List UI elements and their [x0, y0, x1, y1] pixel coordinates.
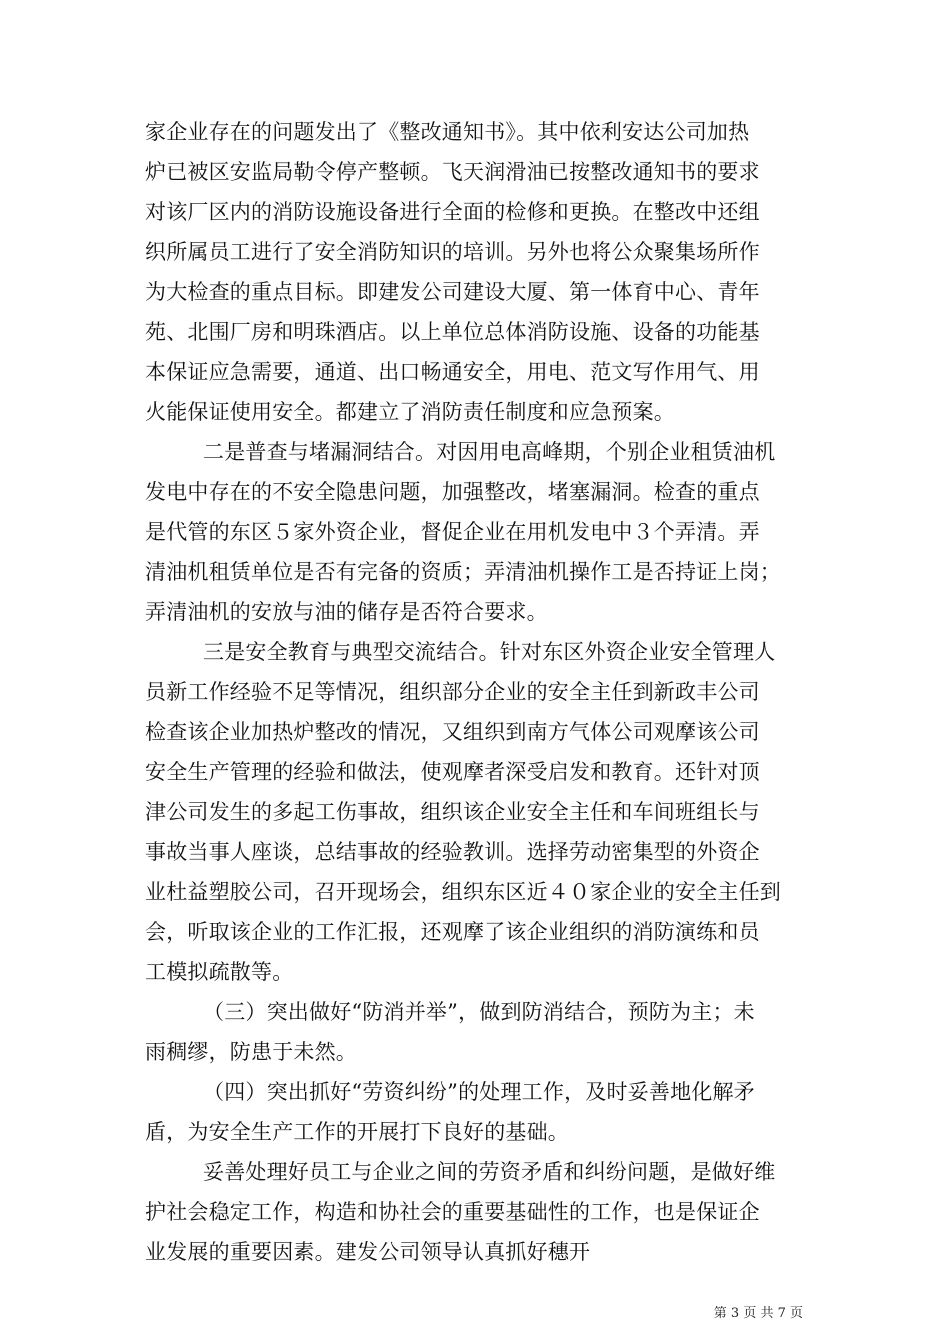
text-line: 工模拟疏散等。 — [145, 960, 294, 984]
text-line: 雨稠缪，防患于未然。 — [145, 1040, 357, 1064]
text-line: 炉已被区安监局勒令停产整顿。飞天润滑油已按整改通知书的要求 — [145, 160, 760, 184]
text-line: 火能保证使用安全。都建立了消防责任制度和应急预案。 — [145, 400, 675, 424]
page-number-footer: 第 3 页 共 7 页 — [713, 1306, 803, 1321]
text-line: 对该厂区内的消防设施设备进行全面的检修和更换。在整改中还组 — [145, 200, 760, 224]
text-line: 本保证应急需要，通道、出口畅通安全，用电、范文写作用气、用 — [145, 360, 760, 384]
text-line: 家企业存在的问题发出了《整改通知书》。其中依利安达公司加热 — [145, 120, 750, 144]
text-line: 盾，为安全生产工作的开展打下良好的基础。 — [145, 1120, 569, 1144]
text-line: 发电中存在的不安全隐患问题，加强整改，堵塞漏洞。检查的重点 — [145, 480, 760, 504]
text-line: 是代管的东区５家外资企业，督促企业在用机发电中３个弄清。弄 — [145, 520, 760, 544]
text-line: 员新工作经验不足等情况，组织部分企业的安全主任到新政丰公司 — [145, 680, 760, 704]
text-line: 二是普查与堵漏洞结合。对因用电高峰期，个别企业租赁油机 — [203, 440, 776, 464]
text-line: 业杜益塑胶公司，召开现场会，组织东区近４０家企业的安全主任到 — [145, 880, 781, 904]
text-line: 苑、北围厂房和明珠酒店。以上单位总体消防设施、设备的功能基 — [145, 320, 760, 344]
text-line: 检查该企业加热炉整改的情况，又组织到南方气体公司观摩该公司 — [145, 720, 760, 744]
text-line: 清油机租赁单位是否有完备的资质；弄清油机操作工是否持证上岗； — [145, 560, 781, 584]
text-line: 会，听取该企业的工作汇报，还观摩了该企业组织的消防演练和员 — [145, 920, 760, 944]
text-line: 业发展的重要因素。建发公司领导认真抓好穗开 — [145, 1240, 591, 1264]
text-line: 津公司发生的多起工伤事故，组织该企业安全主任和车间班组长与 — [145, 800, 760, 824]
text-line: 妥善处理好员工与企业之间的劳资矛盾和纠纷问题，是做好维 — [203, 1160, 776, 1184]
text-line: （四）突出抓好“劳资纠纷”的处理工作，及时妥善地化解矛 — [203, 1080, 755, 1104]
text-line: 为大检查的重点目标。即建发公司建设大厦、第一体育中心、青年 — [145, 280, 760, 304]
text-line: 织所属员工进行了安全消防知识的培训。另外也将公众聚集场所作 — [145, 240, 760, 264]
text-line: 三是安全教育与典型交流结合。针对东区外资企业安全管理人 — [203, 640, 776, 664]
text-line: 护社会稳定工作，构造和协社会的重要基础性的工作，也是保证企 — [145, 1200, 760, 1224]
document-body — [145, 112, 810, 1272]
text-line: 安全生产管理的经验和做法，使观摩者深受启发和教育。还针对顶 — [145, 760, 760, 784]
text-line: 事故当事人座谈，总结事故的经验教训。选择劳动密集型的外资企 — [145, 840, 760, 864]
text-line: （三）突出做好“防消并举”，做到防消结合，预防为主；未 — [203, 1000, 755, 1024]
text-line: 弄清油机的安放与油的储存是否符合要求。 — [145, 600, 548, 624]
